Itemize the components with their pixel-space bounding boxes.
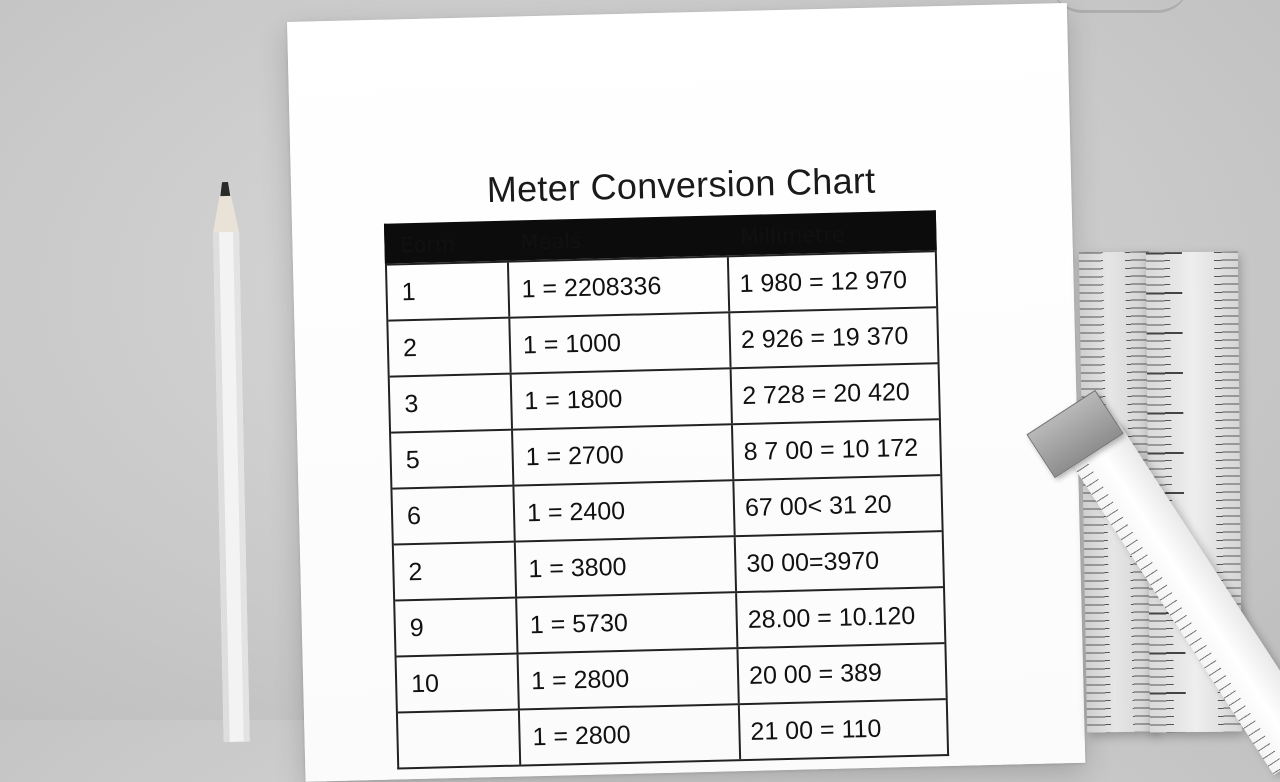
meter-value: 1 = 1800 [510, 369, 731, 428]
millimetre-value: 8 7 00 = 10 172 [731, 420, 940, 479]
meter-value: 1 = 2800 [518, 705, 739, 764]
millimetre-value: 2 926 = 19 370 [728, 308, 937, 367]
millimetre-value: 1 980 = 12 970 [727, 252, 936, 311]
row-index: 3 [404, 389, 419, 418]
row-index: 6 [406, 501, 422, 530]
millimetre-value: 28.00 = 10.120 [735, 588, 944, 647]
glass-rim [1050, 0, 1190, 13]
meter-value: 1 = 2700 [511, 425, 732, 484]
row-index: 10 [410, 668, 440, 698]
meter-value: 1 = 5730 [515, 593, 736, 652]
row-index: 2 [408, 557, 423, 586]
millimetre-value: 2 728 = 20 420 [730, 364, 939, 423]
millimetre-value: 20 00 = 389 [736, 644, 945, 703]
row-index: 9 [409, 613, 425, 642]
meter-value: 1 = 2400 [512, 481, 733, 540]
row-index: 2 [402, 333, 418, 362]
pencil-lead [220, 182, 230, 196]
meter-value: 1 = 3800 [514, 537, 735, 596]
meter-value: 1 = 2800 [517, 649, 738, 708]
conversion-chart-sheet [287, 3, 1085, 782]
row-index: 5 [405, 445, 420, 474]
conversion-table [384, 210, 949, 769]
row-index: 1 [401, 277, 416, 306]
pencil [208, 182, 256, 743]
meter-value: 1 = 1000 [508, 313, 729, 372]
meter-value: 1 = 2208336 [507, 257, 728, 316]
chart-title: Meter Conversion Chart [486, 159, 876, 211]
millimetre-value: 67 00< 31 20 [732, 476, 941, 535]
millimetre-value: 21 00 = 110 [738, 700, 947, 759]
column-header-meters: Meals [520, 228, 582, 255]
millimetre-value: 30 00=3970 [734, 532, 943, 591]
column-header-millimetres: Millimetre [740, 222, 845, 249]
column-header-form: Eorm [400, 231, 456, 258]
row-index [398, 711, 519, 768]
pencil-graphic [208, 182, 256, 743]
